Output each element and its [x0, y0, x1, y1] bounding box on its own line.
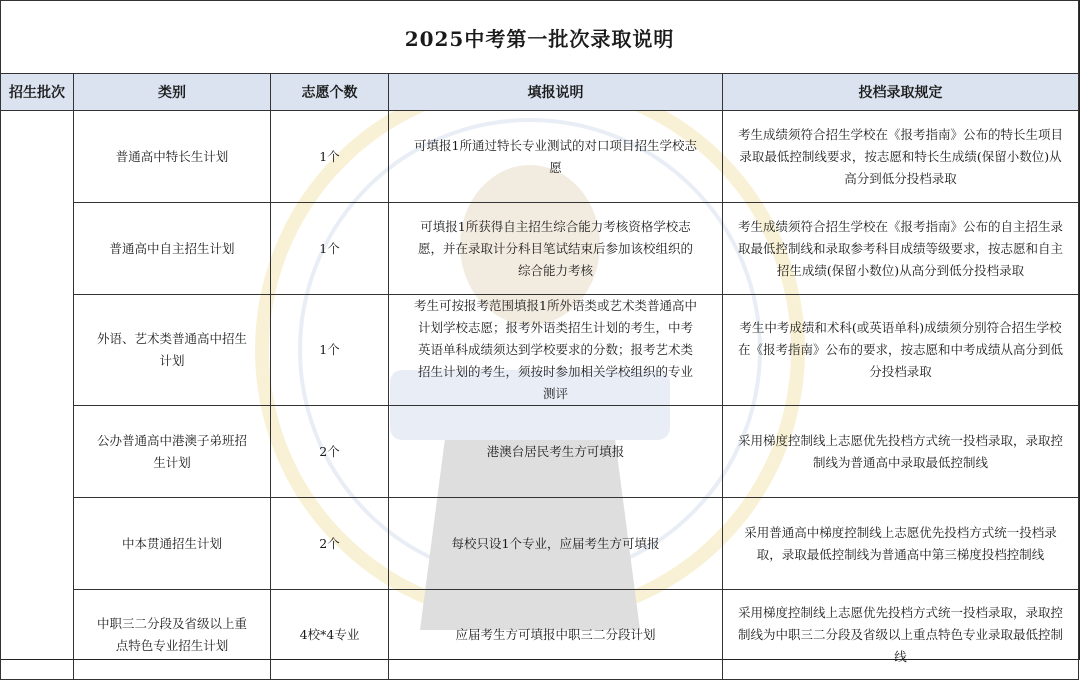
count-cell: 2个 — [271, 406, 389, 498]
count-cell: 2个 — [271, 498, 389, 590]
rule-cell: 考生成绩须符合招生学校在《报考指南》公布的特长生项目录取最低控制线要求，按志愿和特长生成绩(保留小数位)从高分到低分投档录取 — [723, 111, 1079, 203]
category-cell: 普通高中特长生计划 — [74, 111, 271, 203]
batch-label — [1, 111, 74, 680]
batch-char: 第 — [30, 300, 44, 315]
rule-cell: 采用普通高中梯度控制线上志愿优先投档方式统一投档录取，录取最低控制线为普通高中第三梯度投档控制线 — [723, 498, 1079, 590]
table-row — [1, 203, 1079, 295]
rule-cell: 采用梯度控制线上志愿优先投档方式统一投档录取，录取控制线为普通高中录取最低控制线 — [723, 406, 1079, 498]
fill-cell: 港澳台居民考生方可填报 — [389, 406, 723, 498]
table-row — [1, 406, 1079, 498]
header-rule: 投档录取规定 — [723, 74, 1079, 111]
header-fill: 填报说明 — [389, 74, 723, 111]
rule-cell: 采用梯度控制线上志愿优先投档方式统一投档录取，录取控制线为中职三二分段及省级以上重点特色专业录取最低控制线 — [723, 590, 1079, 680]
title-row — [1, 1, 1079, 74]
category-cell: 外语、艺术类普通高中招生计划 — [74, 295, 271, 406]
batch-char: 批 — [30, 416, 44, 431]
count-cell: 4校*4专业 — [271, 590, 389, 680]
rule-cell: 考生成绩须符合招生学校在《报考指南》公布的自主招生录取最低控制线和录取参考科目成绩等级要求，按志愿和自主招生成绩(保留小数位)从高分到低分投档录取 — [723, 203, 1079, 295]
header-batch: 招生批次 — [1, 74, 74, 111]
header-row — [1, 74, 1079, 111]
fill-cell: 每校只设1个专业，应届考生方可填报 — [389, 498, 723, 590]
fill-cell: 可填报1所通过特长专业测试的对口项目招生学校志愿 — [389, 111, 723, 203]
page-title: 2025中考第一批次录取说明 — [1, 1, 1079, 74]
fill-cell: 可填报1所获得自主招生综合能力考核资格学校志愿，并在录取计分科目笔试结束后参加该校组织的综合能力考核 — [389, 203, 723, 295]
rule-cell: 考生中考成绩和术科(或英语单科)成绩须分别符合招生学校在《报考指南》公布的要求，按志愿和中考成绩从高分到低分投档录取 — [723, 295, 1079, 406]
count-cell: 1个 — [271, 111, 389, 203]
table-row — [1, 498, 1079, 590]
category-cell: 公办普通高中港澳子弟班招生计划 — [74, 406, 271, 498]
fill-cell: 应届考生方可填报中职三二分段计划 — [389, 590, 723, 680]
header-count: 志愿个数 — [271, 74, 389, 111]
category-cell: 中本贯通招生计划 — [74, 498, 271, 590]
count-cell: 1个 — [271, 203, 389, 295]
batch-char: 次 — [30, 474, 44, 489]
category-cell: 普通高中自主招生计划 — [74, 203, 271, 295]
category-cell: 中职三二分段及省级以上重点特色专业招生计划 — [74, 590, 271, 680]
header-category: 类别 — [74, 74, 271, 111]
table-row — [1, 111, 1079, 203]
table-row — [1, 295, 1079, 406]
fill-cell: 考生可按报考范围填报1所外语类或艺术类普通高中计划学校志愿；报考外语类招生计划的考生，中考英语单科成绩须达到学校要求的分数；报考艺术类招生计划的考生，须按时参加相关学校组织的专业测评 — [389, 295, 723, 406]
table-row — [1, 590, 1079, 680]
batch-char: 一 — [30, 358, 44, 373]
count-cell: 1个 — [271, 295, 389, 406]
